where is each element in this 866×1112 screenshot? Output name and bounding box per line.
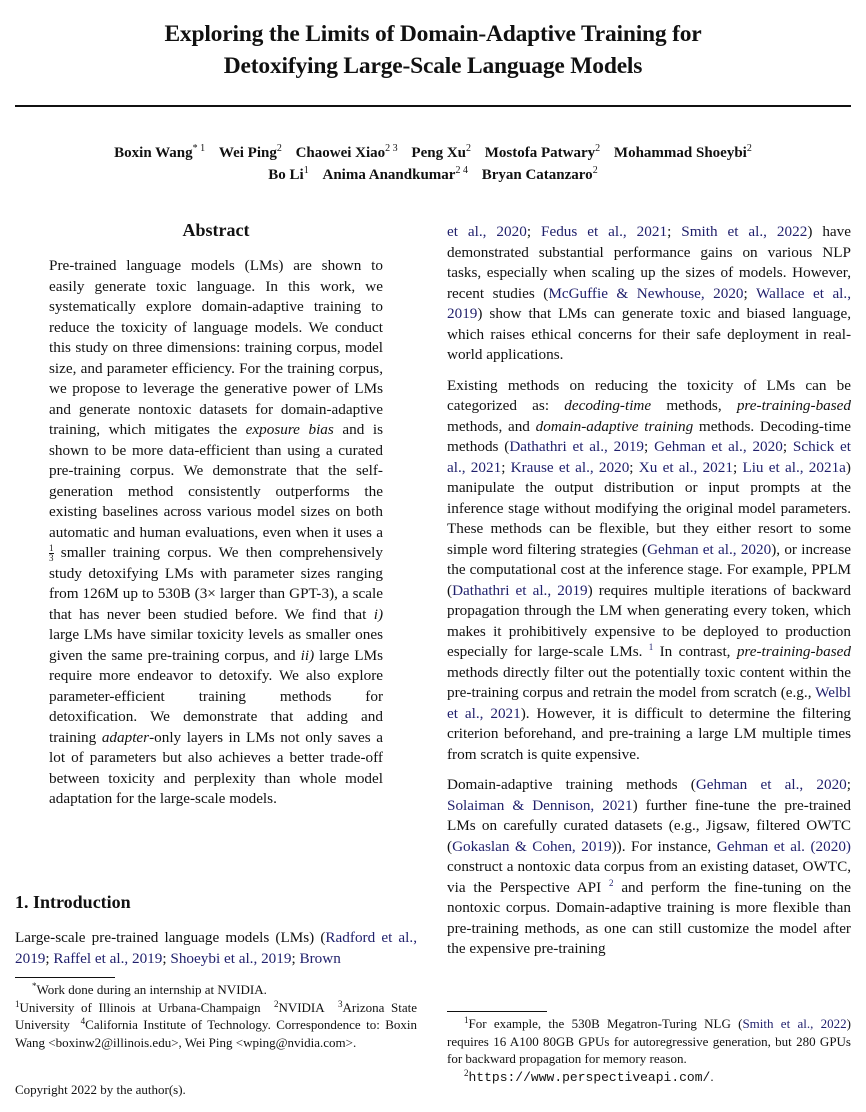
author: Chaowei Xiao$^{2 3}$ xyxy=(295,143,398,161)
fraction-one-third: $\frac{1}{3}$ xyxy=(49,543,54,563)
citation-link[interactable]: Gehman et al., 2020 xyxy=(654,438,783,455)
author: Mohammad Shoeybi$^2$ xyxy=(613,143,752,161)
citation-link[interactable]: Dathathri et al., 2019 xyxy=(452,581,588,599)
citation-link[interactable]: Smith et al., 2022 xyxy=(681,223,808,240)
footnotes-left xyxy=(15,981,417,1051)
citation-link[interactable]: Fedus et al., 2021 xyxy=(541,223,668,240)
citation-link[interactable]: Gokaslan & Cohen, 2019 xyxy=(452,837,612,855)
footnote-divider xyxy=(447,1011,547,1012)
footnotes-right xyxy=(447,1015,851,1086)
footnote-star: *Work done during an internship at NVIDIA. xyxy=(32,981,267,997)
footnote-1: $^1$For example, the 530B Megatron-Turing NLG (Smith et al., 2022) requires 16 A100 80GB GPUs for autoregressive generation, but 280 GPUs for backward propagation for memory reason. xyxy=(447,1015,851,1066)
perspective-api-link[interactable]: https://www.perspectiveapi.com/ xyxy=(468,1069,711,1085)
author: Bryan Catanzaro$^2$ xyxy=(481,165,598,183)
author: Peng Xu$^2$ xyxy=(411,143,472,161)
citation-link[interactable]: Dathathri et al., 2019 xyxy=(509,438,645,455)
author: Bo Li$^1$ xyxy=(268,165,309,183)
citation-link[interactable]: Raffel et al., 2019 xyxy=(53,949,163,967)
intro-paragraph-1-start: Large-scale pre-trained language models (LMs) (Radford et al., 2019; Raffel et al., 2019; Shoeybi et al., 2019; Brown xyxy=(15,929,417,967)
intro-paragraph-1-end: et al., 2020; Fedus et al., 2021; Smith et al., 2022) have demonstrated substantial performance gains on various NLP tasks, especially when scaling up the sizes of models. However, recent studies (McGuffie & Newhouse, 2020; Wallace et al., 2019) show that LMs can generate toxic and biased language, which raises ethical concerns for their safe deployment in real-world applications. xyxy=(447,223,851,363)
citation-link[interactable]: Gehman et al., 2020 xyxy=(647,540,772,558)
abstract-heading: Abstract xyxy=(182,220,250,240)
citation-link[interactable]: Smith et al., 2022 xyxy=(742,1016,847,1031)
author: Anima Anandkumar$^{2 4}$ xyxy=(322,165,468,183)
footnote-2: $^2$https://www.perspectiveapi.com/. xyxy=(464,1067,714,1085)
footnote-ref[interactable]: 1 xyxy=(648,642,654,652)
footnote-divider xyxy=(15,977,115,978)
footnote-ref[interactable]: 2 xyxy=(609,877,614,888)
copyright-notice: Copyright 2022 by the author(s). xyxy=(15,1082,186,1097)
citation-link[interactable]: Gehman et al. (2020) xyxy=(716,837,851,855)
citation-link[interactable]: Radford et al., 2019 xyxy=(15,929,417,967)
author: Mostofa Patwary$^2$ xyxy=(484,143,601,161)
title-divider xyxy=(15,105,851,107)
citation-link[interactable]: Xu et al., 2021 xyxy=(638,458,733,476)
title-line-2: Detoxifying Large-Scale Language Models xyxy=(223,53,643,79)
citation-link[interactable]: Welbl et al., 2021 xyxy=(447,684,851,722)
citation-link[interactable]: Wallace et al., 2019 xyxy=(447,284,851,322)
citation-link[interactable]: Brown xyxy=(299,949,341,967)
intro-paragraph-2: Existing methods on reducing the toxicity of LMs can be categorized as: decoding-time methods, pre-training-based methods, and domain-adaptive training methods. Decoding-time methods (Dathathri et al., 2019; Gehman et al., 2020; Schick et al., 2021; Krause et al., 2020; Xu et al., 2021; Liu et al., 2021a) manipulate the output distribution or input prompts at the inference stage without modifying the original model parameters. These methods can be flexible, but they either resort to some simple word filtering strategies (Gehman et al., 2020), or increase the computational cost at the inference stage. For example, PPLM (Dathathri et al., 2019) requires multiple iterations of backward propagation through the LM when generating every token, which makes it prohibitively expensive to be deployed to production especially for large-scale LMs. $^1$ In contrast, pre-training-based methods directly filter out the potentially toxic content within the pre-training corpus and retrain the model from scratch (e.g., Welbl et al., 2021). However, it is difficult to determine the filtering criterion beforehand, and pre-training a large LM multiple times from scratch is quite expensive. xyxy=(447,376,852,763)
title-line-1: Exploring the Limits of Domain-Adaptive Training for xyxy=(164,21,702,47)
citation-link[interactable]: Gehman et al., 2020 xyxy=(695,776,847,793)
affiliations: $^1$University of Illinois at Urbana-Champaign $^2$NVIDIA $^3$Arizona State University $^4$California Institute of Technology. Correspondence to: Boxin Wang <boxinw2@illinois.edu>, Wei Ping <wping@nvidia.com>. xyxy=(15,998,418,1050)
intro-paragraph-3: Domain-adaptive training methods (Gehman et al., 2020; Solaiman & Dennison, 2021) further fine-tune the pre-trained LMs on carefully curated datasets (e.g., Jigsaw, filtered OWTC (Gokaslan & Cohen, 2019)). For instance, Gehman et al. (2020) construct a nontoxic data corpus from an existing dataset, OWTC, via the Perspective API $^2$ and perform the fine-tuning on the nontoxic corpus. Domain-adaptive training is more flexible than pre-training methods, as one can still customize the model after the expensive pre-training xyxy=(447,776,851,957)
citation-link[interactable]: Solaiman & Dennison, 2021 xyxy=(447,796,633,814)
citation-link[interactable]: Krause et al., 2020 xyxy=(510,458,630,476)
author: Wei Ping$^2$ xyxy=(218,143,282,161)
intro-right-column xyxy=(447,222,851,970)
paper-title xyxy=(0,18,866,82)
abstract-body: Pre-trained language models (LMs) are shown to easily generate toxic language. In this work, we systematically explore domain-adaptive training to reduce the toxicity of language models. We conduct this study on three dimensions: training corpus, model size, and parameter efficiency. For the training corpus, we propose to leverage the generative power of LMs and generate nontoxic datasets for domain-adaptive training, which mitigates the exposure bias and is shown to be more data-efficient than using a curated pre-training corpus. We demonstrate that the self-generation method consistently outperforms the existing baselines across various model sizes on both automatic and human evaluations, even when it uses a $\frac{1}{3}$ smaller training corpus. We then comprehensively study detoxifying LMs with parameter sizes ranging from 126M up to 530B (3× larger than GPT-3), a scale that has never been studied before. We find that i) large LMs have similar toxicity levels as smaller ones given the same pre-training corpus, and ii) large LMs require more endeavor to detoxify. We also explore parameter-efficient training methods for detoxification. We demonstrate that adding and training adapter-only layers in LMs not only saves a lot of parameters but also achieves a better trade-off between toxicity and perplexity than whole model adaptation for the large-scale models. xyxy=(49,257,384,807)
section-heading-introduction: 1. Introduction xyxy=(15,892,131,912)
author: Boxin Wang$^{* 1}$ xyxy=(114,143,206,161)
citation-link[interactable]: Shoeybi et al., 2019 xyxy=(170,949,292,967)
citation-link[interactable]: McGuffie & Newhouse, 2020 xyxy=(548,284,744,302)
citation-link[interactable]: Schick et al., 2021 xyxy=(447,438,851,476)
citation-link[interactable]: et al., 2020 xyxy=(447,223,527,240)
author-list xyxy=(0,142,866,186)
citation-link[interactable]: Liu et al., 2021a xyxy=(742,458,846,476)
